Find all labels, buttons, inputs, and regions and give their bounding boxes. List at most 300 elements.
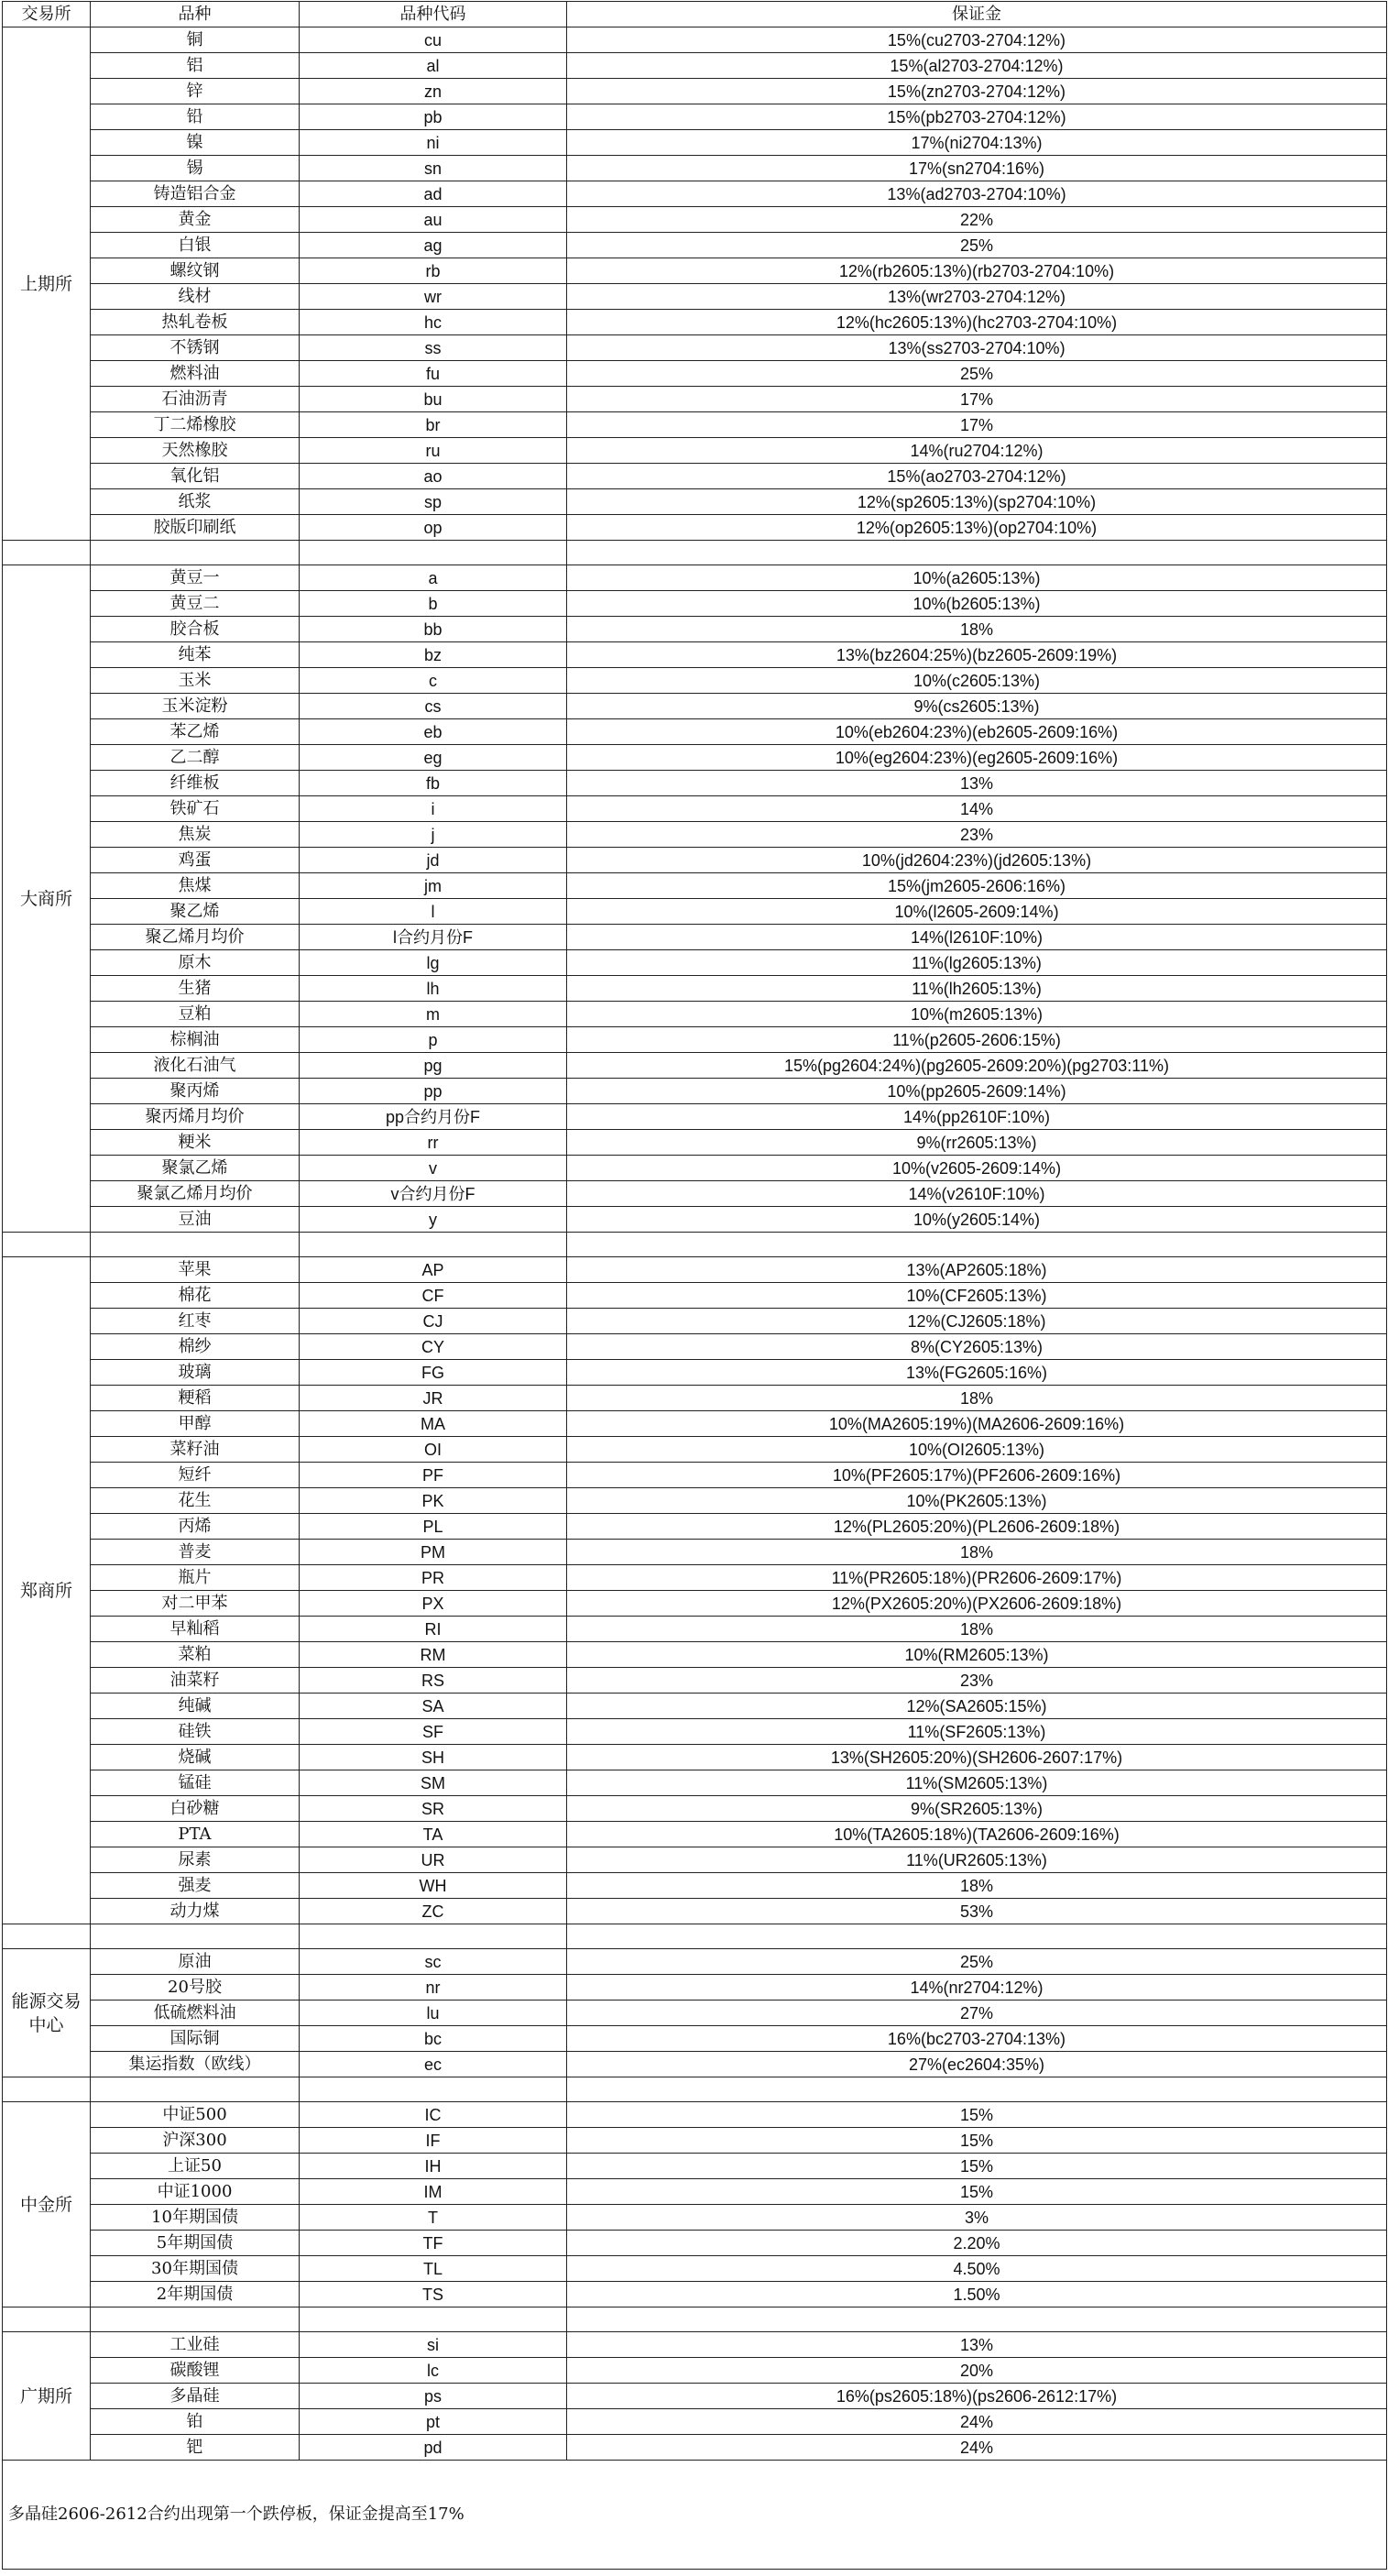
margin-cell: 13% (567, 2332, 1387, 2358)
product-code-cell: fu (300, 361, 567, 387)
product-code-cell: l合约月份F (300, 925, 567, 950)
product-code-cell: v合约月份F (300, 1181, 567, 1207)
product-code-cell: IC (300, 2102, 567, 2128)
product-code-cell: ni (300, 130, 567, 156)
table-row (3, 1079, 1387, 1104)
product-name-cell: 铜 (91, 27, 300, 53)
empty-cell (567, 1233, 1387, 1257)
table-row (3, 515, 1387, 541)
table-row (3, 1002, 1387, 1027)
product-code-cell: jd (300, 848, 567, 873)
exchange-name-cell: 郑商所 (3, 1257, 91, 1924)
margin-cell: 14%(ru2704:12%) (567, 438, 1387, 464)
margin-cell: 13%(FG2605:16%) (567, 1360, 1387, 1386)
margin-cell: 11%(lh2605:13%) (567, 976, 1387, 1002)
table-row (3, 53, 1387, 79)
product-code-cell: lg (300, 950, 567, 976)
product-code-cell: ps (300, 2384, 567, 2409)
product-name-cell: 沪深300 (91, 2128, 300, 2154)
product-code-cell: bc (300, 2026, 567, 2052)
product-code-cell: pp合约月份F (300, 1104, 567, 1130)
product-code-cell: hc (300, 310, 567, 335)
product-name-cell: 20号胶 (91, 1975, 300, 2001)
table-row (3, 2282, 1387, 2307)
product-code-cell: y (300, 1207, 567, 1233)
product-code-cell: al (300, 53, 567, 79)
product-name-cell: 原油 (91, 1949, 300, 1975)
product-name-cell: 聚乙烯 (91, 899, 300, 925)
product-name-cell: 丙烯 (91, 1514, 300, 1540)
exchange-name-cell: 上期所 (3, 27, 91, 541)
table-row (3, 1257, 1387, 1283)
product-code-cell: SR (300, 1796, 567, 1822)
margin-cell: 24% (567, 2435, 1387, 2461)
product-code-cell: nr (300, 1975, 567, 2001)
table-row (3, 1873, 1387, 1899)
product-name-cell: 棉花 (91, 1283, 300, 1309)
margin-cell: 10%(PK2605:13%) (567, 1488, 1387, 1514)
margin-cell: 13%(SH2605:20%)(SH2606-2607:17%) (567, 1745, 1387, 1770)
table-row (3, 412, 1387, 438)
product-name-cell: 棕榈油 (91, 1027, 300, 1053)
margin-cell: 14%(v2610F:10%) (567, 1181, 1387, 1207)
empty-cell (3, 2307, 91, 2332)
table-row (3, 104, 1387, 130)
table-row (3, 1514, 1387, 1540)
product-code-cell: lu (300, 2001, 567, 2026)
product-name-cell: 苯乙烯 (91, 719, 300, 745)
product-code-cell: PM (300, 1540, 567, 1565)
table-row (3, 822, 1387, 848)
product-code-cell: op (300, 515, 567, 541)
margin-cell: 9%(SR2605:13%) (567, 1796, 1387, 1822)
product-name-cell: 国际铜 (91, 2026, 300, 2052)
table-row (3, 1796, 1387, 1822)
product-name-cell: 黄豆二 (91, 591, 300, 617)
product-code-cell: jm (300, 873, 567, 899)
table-row (3, 2128, 1387, 2154)
product-code-cell: FG (300, 1360, 567, 1386)
product-name-cell: 花生 (91, 1488, 300, 1514)
table-row (3, 745, 1387, 771)
product-name-cell: 烧碱 (91, 1745, 300, 1770)
product-code-cell: ad (300, 181, 567, 207)
product-name-cell: 30年期国债 (91, 2256, 300, 2282)
product-code-cell: MA (300, 1411, 567, 1437)
margin-cell: 18% (567, 1540, 1387, 1565)
table-row (3, 796, 1387, 822)
product-name-cell: 乙二醇 (91, 745, 300, 771)
margin-cell: 10%(MA2605:19%)(MA2606-2609:16%) (567, 1411, 1387, 1437)
product-code-cell: l (300, 899, 567, 925)
product-code-cell: fb (300, 771, 567, 796)
product-code-cell: si (300, 2332, 567, 2358)
product-code-cell: ao (300, 464, 567, 489)
product-code-cell: sn (300, 156, 567, 181)
product-code-cell: b (300, 591, 567, 617)
table-row (3, 1642, 1387, 1668)
product-code-cell: eg (300, 745, 567, 771)
product-code-cell: zn (300, 79, 567, 104)
product-name-cell: 胶合板 (91, 617, 300, 642)
table-row (3, 1847, 1387, 1873)
product-name-cell: 纯碱 (91, 1694, 300, 1719)
product-code-cell: PF (300, 1463, 567, 1488)
table-row (3, 387, 1387, 412)
product-code-cell: cs (300, 694, 567, 719)
product-name-cell: 瓶片 (91, 1565, 300, 1591)
margin-cell: 10%(RM2605:13%) (567, 1642, 1387, 1668)
table-row (3, 2231, 1387, 2256)
product-name-cell: 铸造铝合金 (91, 181, 300, 207)
margin-cell: 15%(pg2604:24%)(pg2605-2609:20%)(pg2703:11%) (567, 1053, 1387, 1079)
margin-cell: 16%(bc2703-2704:13%) (567, 2026, 1387, 2052)
product-name-cell: 5年期国债 (91, 2231, 300, 2256)
product-code-cell: TA (300, 1822, 567, 1847)
product-code-cell: eb (300, 719, 567, 745)
margin-cell: 10%(TA2605:18%)(TA2606-2609:16%) (567, 1822, 1387, 1847)
empty-cell (567, 2077, 1387, 2102)
product-code-cell: PL (300, 1514, 567, 1540)
table-row (3, 873, 1387, 899)
footnote: 多晶硅2606-2612合约出现第一个跌停板，保证金提高至17% (3, 2461, 1387, 2570)
margin-cell: 11%(UR2605:13%) (567, 1847, 1387, 1873)
margin-cell: 53% (567, 1899, 1387, 1924)
product-name-cell: 聚氯乙烯 (91, 1156, 300, 1181)
product-name-cell: 锡 (91, 156, 300, 181)
product-name-cell: 多晶硅 (91, 2384, 300, 2409)
product-name-cell: 甲醇 (91, 1411, 300, 1437)
table-row (3, 2409, 1387, 2435)
product-code-cell: lc (300, 2358, 567, 2384)
margin-cell: 15% (567, 2128, 1387, 2154)
empty-cell (300, 2077, 567, 2102)
empty-cell (567, 1924, 1387, 1949)
table-row (3, 1899, 1387, 1924)
product-code-cell: ru (300, 438, 567, 464)
table-row (3, 2179, 1387, 2205)
product-name-cell: 中证1000 (91, 2179, 300, 2205)
margin-cell: 18% (567, 617, 1387, 642)
margin-cell: 15%(pb2703-2704:12%) (567, 104, 1387, 130)
margin-cell: 10%(v2605-2609:14%) (567, 1156, 1387, 1181)
margin-cell: 22% (567, 207, 1387, 233)
margin-cell: 13%(ss2703-2704:10%) (567, 335, 1387, 361)
product-name-cell: 胶版印刷纸 (91, 515, 300, 541)
margin-cell: 23% (567, 1668, 1387, 1694)
product-name-cell: 中证500 (91, 2102, 300, 2128)
table-row (3, 1386, 1387, 1411)
margin-cell: 13%(wr2703-2704:12%) (567, 284, 1387, 310)
table-row (3, 2384, 1387, 2409)
margin-cell: 15%(ao2703-2704:12%) (567, 464, 1387, 489)
product-name-cell: 动力煤 (91, 1899, 300, 1924)
margin-cell: 15% (567, 2154, 1387, 2179)
header-product: 品种 (91, 2, 300, 27)
margin-cell: 10%(pp2605-2609:14%) (567, 1079, 1387, 1104)
product-code-cell: TF (300, 2231, 567, 2256)
product-code-cell: PR (300, 1565, 567, 1591)
margin-cell: 11%(SF2605:13%) (567, 1719, 1387, 1745)
empty-cell (300, 2307, 567, 2332)
table-row (3, 1104, 1387, 1130)
table-row (3, 1130, 1387, 1156)
empty-cell (300, 541, 567, 565)
product-code-cell: CF (300, 1283, 567, 1309)
table-row (3, 464, 1387, 489)
product-code-cell: wr (300, 284, 567, 310)
product-code-cell: ZC (300, 1899, 567, 1924)
table-row (3, 668, 1387, 694)
table-row (3, 1283, 1387, 1309)
margin-cell: 11%(SM2605:13%) (567, 1770, 1387, 1796)
product-code-cell: RI (300, 1617, 567, 1642)
margin-cell: 17%(sn2704:16%) (567, 156, 1387, 181)
product-code-cell: pb (300, 104, 567, 130)
table-row (3, 1309, 1387, 1334)
table-row (3, 1437, 1387, 1463)
table-row (3, 130, 1387, 156)
margin-cell: 10%(y2605:14%) (567, 1207, 1387, 1233)
spacer-row (3, 541, 1387, 565)
product-code-cell: bu (300, 387, 567, 412)
header-code: 品种代码 (300, 2, 567, 27)
table-row (3, 79, 1387, 104)
product-code-cell: CJ (300, 1309, 567, 1334)
table-row (3, 258, 1387, 284)
table-row (3, 1694, 1387, 1719)
exchange-name-cell: 广期所 (3, 2332, 91, 2461)
table-row (3, 1617, 1387, 1642)
margin-cell: 11%(lg2605:13%) (567, 950, 1387, 976)
product-code-cell: ag (300, 233, 567, 258)
product-name-cell: 聚丙烯 (91, 1079, 300, 1104)
product-code-cell: TL (300, 2256, 567, 2282)
product-name-cell: 纸浆 (91, 489, 300, 515)
margin-cell: 25% (567, 233, 1387, 258)
header-exchange: 交易所 (3, 2, 91, 27)
margin-cell: 13%(AP2605:18%) (567, 1257, 1387, 1283)
product-name-cell: 对二甲苯 (91, 1591, 300, 1617)
product-name-cell: 白银 (91, 233, 300, 258)
table-row (3, 1565, 1387, 1591)
product-code-cell: rb (300, 258, 567, 284)
product-code-cell: IM (300, 2179, 567, 2205)
table-row (3, 2332, 1387, 2358)
product-code-cell: sc (300, 1949, 567, 1975)
table-row (3, 642, 1387, 668)
margin-cell: 25% (567, 1949, 1387, 1975)
product-name-cell: 棉纱 (91, 1334, 300, 1360)
product-name-cell: 纤维板 (91, 771, 300, 796)
product-name-cell: 白砂糖 (91, 1796, 300, 1822)
spacer-row (3, 2307, 1387, 2332)
product-name-cell: 铝 (91, 53, 300, 79)
product-name-cell: 钯 (91, 2435, 300, 2461)
product-name-cell: 菜粕 (91, 1642, 300, 1668)
margin-cell: 10%(OI2605:13%) (567, 1437, 1387, 1463)
table-row (3, 925, 1387, 950)
margin-cell: 3% (567, 2205, 1387, 2231)
margin-cell: 18% (567, 1386, 1387, 1411)
product-code-cell: pd (300, 2435, 567, 2461)
product-code-cell: cu (300, 27, 567, 53)
margin-cell: 15% (567, 2179, 1387, 2205)
product-code-cell: p (300, 1027, 567, 1053)
product-name-cell: 聚氯乙烯月均价 (91, 1181, 300, 1207)
margin-cell: 11%(PR2605:18%)(PR2606-2609:17%) (567, 1565, 1387, 1591)
product-code-cell: sp (300, 489, 567, 515)
margin-cell: 10%(c2605:13%) (567, 668, 1387, 694)
product-code-cell: RM (300, 1642, 567, 1668)
table-row (3, 848, 1387, 873)
product-code-cell: T (300, 2205, 567, 2231)
product-name-cell: 苹果 (91, 1257, 300, 1283)
product-name-cell: 石油沥青 (91, 387, 300, 412)
spacer-row (3, 1924, 1387, 1949)
product-name-cell: 燃料油 (91, 361, 300, 387)
product-code-cell: pp (300, 1079, 567, 1104)
margin-cell: 10%(m2605:13%) (567, 1002, 1387, 1027)
product-name-cell: 天然橡胶 (91, 438, 300, 464)
product-code-cell: ss (300, 335, 567, 361)
margin-cell: 15% (567, 2102, 1387, 2128)
product-code-cell: IH (300, 2154, 567, 2179)
product-name-cell: 热轧卷板 (91, 310, 300, 335)
table-row (3, 1207, 1387, 1233)
margin-cell: 10%(eb2604:23%)(eb2605-2609:16%) (567, 719, 1387, 745)
product-name-cell: 粳米 (91, 1130, 300, 1156)
table-row (3, 2435, 1387, 2461)
margin-cell: 27%(ec2604:35%) (567, 2052, 1387, 2077)
margin-cell: 14%(nr2704:12%) (567, 1975, 1387, 2001)
header-margin: 保证金 (567, 2, 1387, 27)
margin-cell: 10%(b2605:13%) (567, 591, 1387, 617)
product-name-cell: 锌 (91, 79, 300, 104)
product-name-cell: 丁二烯橡胶 (91, 412, 300, 438)
product-code-cell: br (300, 412, 567, 438)
product-name-cell: 聚丙烯月均价 (91, 1104, 300, 1130)
margin-cell: 9%(cs2605:13%) (567, 694, 1387, 719)
table-row (3, 950, 1387, 976)
spacer-row (3, 1233, 1387, 1257)
product-name-cell: 鸡蛋 (91, 848, 300, 873)
margin-cell: 1.50% (567, 2282, 1387, 2307)
product-name-cell: 强麦 (91, 1873, 300, 1899)
table-row (3, 1975, 1387, 2001)
table-row (3, 335, 1387, 361)
product-code-cell: c (300, 668, 567, 694)
margin-cell: 12%(hc2605:13%)(hc2703-2704:10%) (567, 310, 1387, 335)
empty-cell (91, 2077, 300, 2102)
table-row (3, 233, 1387, 258)
product-code-cell: i (300, 796, 567, 822)
product-name-cell: 聚乙烯月均价 (91, 925, 300, 950)
margin-cell: 27% (567, 2001, 1387, 2026)
margin-cell: 12%(SA2605:15%) (567, 1694, 1387, 1719)
product-name-cell: 线材 (91, 284, 300, 310)
margin-cell: 10%(CF2605:13%) (567, 1283, 1387, 1309)
empty-cell (91, 1233, 300, 1257)
margin-table (2, 1, 1387, 2570)
product-name-cell: 锰硅 (91, 1770, 300, 1796)
table-row (3, 1488, 1387, 1514)
product-name-cell: 早籼稻 (91, 1617, 300, 1642)
product-name-cell: 铅 (91, 104, 300, 130)
product-name-cell: 生猪 (91, 976, 300, 1002)
product-name-cell: 黄豆一 (91, 565, 300, 591)
table-row (3, 1540, 1387, 1565)
product-name-cell: 纯苯 (91, 642, 300, 668)
product-name-cell: 碳酸锂 (91, 2358, 300, 2384)
margin-cell: 17% (567, 387, 1387, 412)
product-name-cell: 工业硅 (91, 2332, 300, 2358)
margin-cell: 16%(ps2605:18%)(ps2606-2612:17%) (567, 2384, 1387, 2409)
product-code-cell: j (300, 822, 567, 848)
product-name-cell: 普麦 (91, 1540, 300, 1565)
empty-cell (3, 1233, 91, 1257)
table-row (3, 2052, 1387, 2077)
table-row (3, 361, 1387, 387)
margin-cell: 14%(l2610F:10%) (567, 925, 1387, 950)
table-row (3, 2205, 1387, 2231)
empty-cell (300, 1924, 567, 1949)
margin-cell: 12%(sp2605:13%)(sp2704:10%) (567, 489, 1387, 515)
product-name-cell: 上证50 (91, 2154, 300, 2179)
margin-cell: 10%(eg2604:23%)(eg2605-2609:16%) (567, 745, 1387, 771)
product-name-cell: 螺纹钢 (91, 258, 300, 284)
table-row (3, 1822, 1387, 1847)
table-row (3, 1770, 1387, 1796)
margin-cell: 13%(ad2703-2704:10%) (567, 181, 1387, 207)
product-code-cell: IF (300, 2128, 567, 2154)
empty-cell (567, 2307, 1387, 2332)
empty-cell (91, 2307, 300, 2332)
table-row (3, 310, 1387, 335)
margin-cell: 12%(op2605:13%)(op2704:10%) (567, 515, 1387, 541)
spacer-row (3, 2077, 1387, 2102)
margin-cell: 8%(CY2605:13%) (567, 1334, 1387, 1360)
empty-cell (91, 1924, 300, 1949)
product-code-cell: WH (300, 1873, 567, 1899)
table-row (3, 771, 1387, 796)
margin-cell: 25% (567, 361, 1387, 387)
table-row (3, 1053, 1387, 1079)
exchange-name-cell: 能源交易中心 (3, 1949, 91, 2077)
table-row (3, 1719, 1387, 1745)
table-row (3, 2026, 1387, 2052)
header-row (3, 2, 1387, 27)
product-name-cell: 镍 (91, 130, 300, 156)
table-row (3, 1463, 1387, 1488)
margin-cell: 12%(rb2605:13%)(rb2703-2704:10%) (567, 258, 1387, 284)
margin-cell: 17%(ni2704:13%) (567, 130, 1387, 156)
margin-cell: 9%(rr2605:13%) (567, 1130, 1387, 1156)
table-row (3, 1668, 1387, 1694)
product-name-cell: 低硫燃料油 (91, 2001, 300, 2026)
margin-cell: 13%(bz2604:25%)(bz2605-2609:19%) (567, 642, 1387, 668)
margin-cell: 11%(p2605-2606:15%) (567, 1027, 1387, 1053)
exchange-name-cell: 大商所 (3, 565, 91, 1233)
table-row (3, 719, 1387, 745)
table-row (3, 1156, 1387, 1181)
empty-cell (3, 541, 91, 565)
table-row (3, 207, 1387, 233)
margin-cell: 12%(CJ2605:18%) (567, 1309, 1387, 1334)
product-name-cell: 玻璃 (91, 1360, 300, 1386)
table-row (3, 1360, 1387, 1386)
margin-cell: 10%(PF2605:17%)(PF2606-2609:16%) (567, 1463, 1387, 1488)
